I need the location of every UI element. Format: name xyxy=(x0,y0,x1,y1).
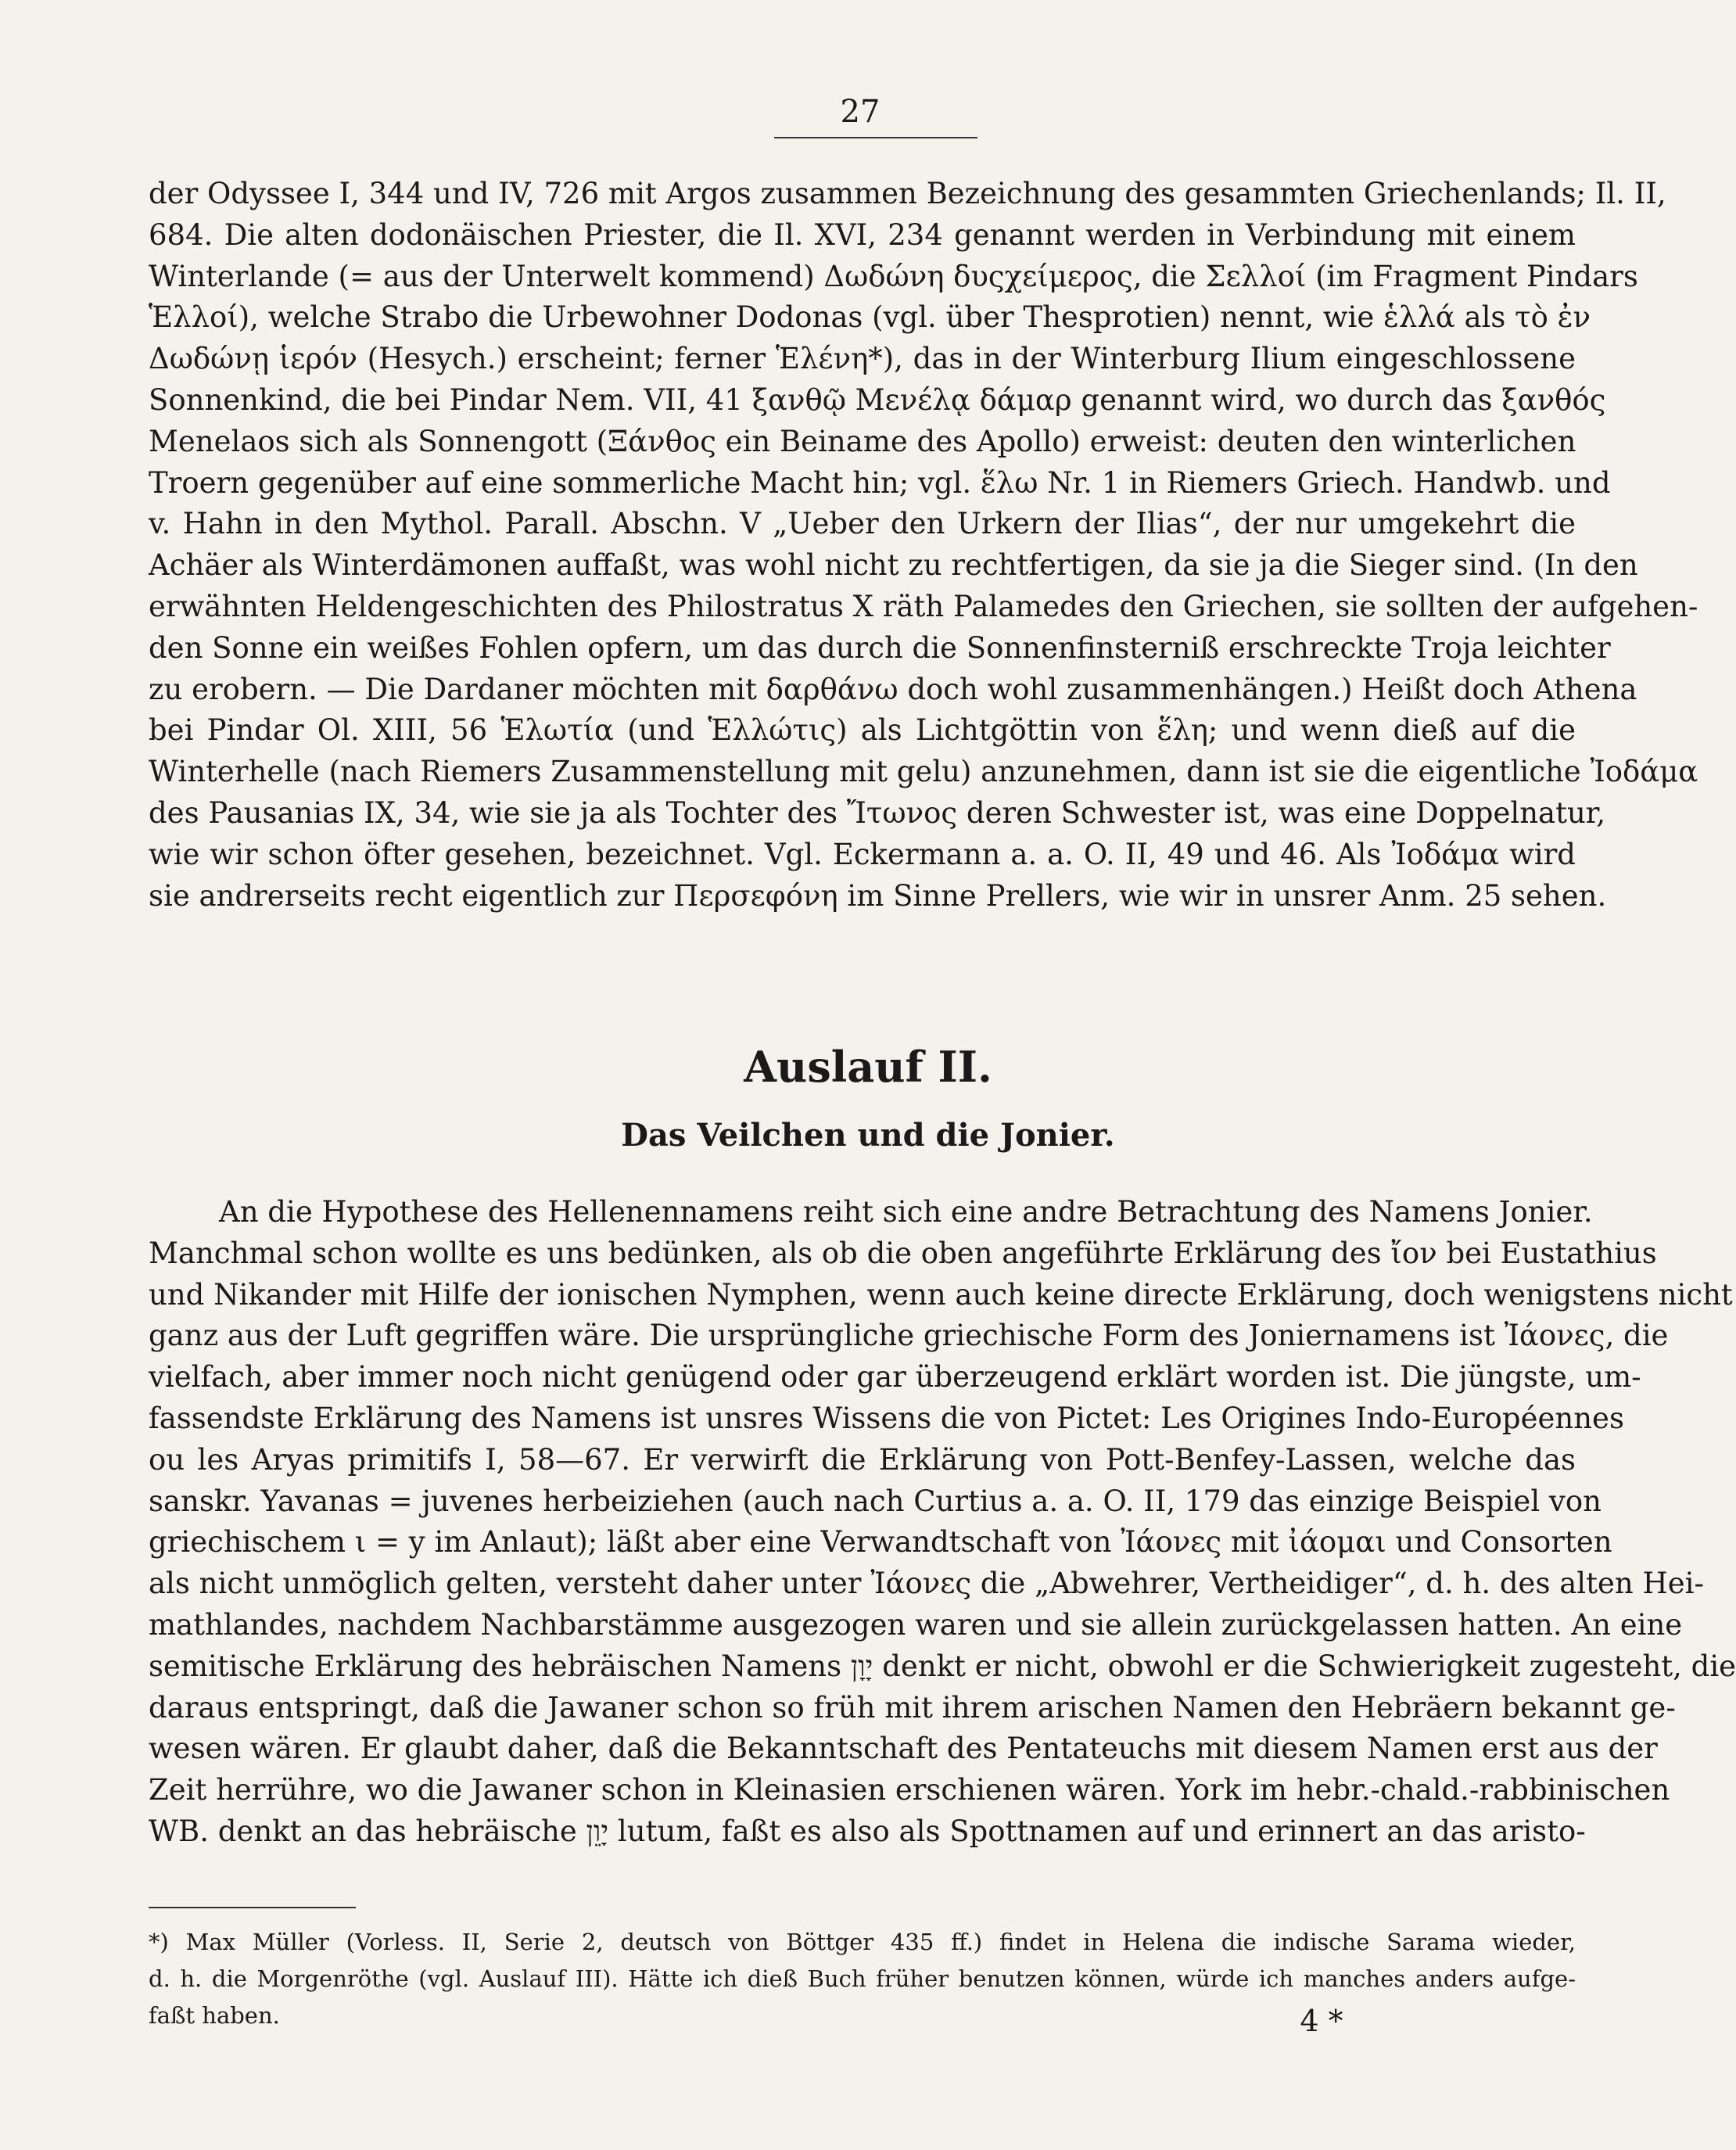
text-line: ganz aus der Luft gegriffen wäre. Die ursprüngliche griechische Form des Joniernamens ist Ἰάονες, die xyxy=(149,1319,1669,1353)
continuation-paragraph xyxy=(149,174,1698,917)
text-line: An die Hypothese des Hellenennamens reiht sich eine andre Betrachtung des Namens Jonier. xyxy=(219,1195,1593,1229)
text-line: erwähnten Heldengeschichten des Philostratus X räth Palamedes den Griechen, sie sollten der aufgehen- xyxy=(149,589,1698,623)
text-line: WB. denkt an das hebräische יָוֵן lutum, faßt es also als Spottnamen auf und erinnert an das aristo- xyxy=(149,1814,1586,1848)
text-line: semitische Erklärung des hebräischen Namens יָוָן denkt er nicht, obwohl er die Schwierigkeit zugesteht, die xyxy=(149,1649,1736,1683)
text-line: ou les Aryas primitifs I, 58—67. Er verwirft die Erklärung von Pott-Benfey-Lassen, welche das xyxy=(149,1442,1576,1477)
text-line: griechischem ι = y im Anlaut); läßt aber eine Verwandtschaft von Ἰάονες mit ἰάομαι und Consorten xyxy=(149,1525,1612,1560)
text-line: Menelaos sich als Sonnengott (Ξάνθος ein Beiname des Apollo) erweist: deuten den winterlichen xyxy=(149,424,1576,458)
text-line: bei Pindar Ol. XIII, 56 Ἑλωτία (und Ἑλλώτις) als Lichtgöttin von ἕλη; und wenn dieß auf die xyxy=(149,713,1576,748)
text-line: sie andrerseits recht eigentlich zur Περσεφόνη im Sinne Prellers, wie wir in unsrer Anm. 25 sehen. xyxy=(149,878,1607,913)
footnote xyxy=(149,1924,1576,2034)
text-line: Achäer als Winterdämonen auffaßt, was wohl nicht zu rechtfertigen, da sie ja die Sieger sind. (In den xyxy=(149,548,1638,583)
text-line: daraus entspringt, daß die Jawaner schon so früh mit ihrem arischen Namen den Hebräern bekannt ge- xyxy=(149,1690,1676,1725)
text-line: den Sonne ein weißes Fohlen opfern, um das durch die Sonnenfinsterniß erschreckte Troja leichter xyxy=(149,630,1611,665)
text-line: Sonnenkind, die bei Pindar Nem. VII, 41 ξανθῷ Μενέλᾳ δάμαρ genannt wird, wo durch das ξανθός xyxy=(149,382,1606,417)
text-line: Δωδώνῃ ἱερόν (Hesych.) erscheint; ferner Ἑλένη*), das in der Winterburg Ilium eingeschlossene xyxy=(149,342,1576,376)
text-line: wesen wären. Er glaubt daher, daß die Bekanntschaft des Pentateuchs mit diesem Namen erst aus der xyxy=(149,1732,1658,1766)
footnote-line: d. h. die Morgenröthe (vgl. Auslauf III). Hätte ich dieß Buch früher benutzen können, würde ich manches anders aufge- xyxy=(149,1965,1576,1992)
text-line: Winterhelle (nach Riemers Zusammenstellung mit gelu) anzunehmen, dann ist sie die eigentliche Ἰοδάμα xyxy=(149,755,1698,789)
text-line: Zeit herrühre, wo die Jawaner schon in Kleinasien erschienen wären. York im hebr.-chald.-rabbinischen xyxy=(149,1773,1670,1807)
text-line: und Nikander mit Hilfe der ionischen Nymphen, wenn auch keine directe Erklärung, doch wenigstens nicht xyxy=(149,1277,1733,1312)
text-line: wie wir schon öfter gesehen, bezeichnet. Vgl. Eckermann a. a. O. II, 49 und 46. Als Ἰοδάμα wird xyxy=(149,837,1576,871)
page-number: 27 xyxy=(840,94,881,130)
text-line: 684. Die alten dodonäischen Priester, die Il. XVI, 234 genannt werden in Verbindung mit einem xyxy=(149,217,1576,252)
text-line: v. Hahn in den Mythol. Parall. Abschn. V „Ueber den Urkern der Ilias“, der nur umgekehrt die xyxy=(149,507,1576,541)
text-line: des Pausanias IX, 34, wie sie ja als Tochter des Ἴτωνος deren Schwester ist, was eine Doppelnatur, xyxy=(149,795,1606,830)
text-line: vielfach, aber immer noch nicht genügend oder gar überzeugend erklärt worden ist. Die jüngste, um- xyxy=(149,1360,1641,1394)
text-line: mathlandes, nachdem Nachbarstämme ausgezogen waren und sie allein zurückgelassen hatten. An eine xyxy=(149,1607,1683,1642)
text-line: zu erobern. — Die Dardaner möchten mit δαρθάνω doch wohl zusammenhängen.) Heißt doch Athena xyxy=(149,672,1637,706)
text-line: Winterlande (= aus der Unterwelt kommend) Δωδώνη δυςχείμερος, die Σελλοί (im Fragment Pindars xyxy=(149,259,1638,293)
section-heading: Auslauf II. xyxy=(744,1042,992,1092)
text-line: fassendste Erklärung des Namens ist unsres Wissens die von Pictet: Les Origines Indo-Européennes xyxy=(149,1401,1624,1435)
header-rule xyxy=(774,137,977,138)
footnote-line: faßt haben. xyxy=(149,2002,280,2029)
text-line: Troern gegenüber auf eine sommerliche Macht hin; vgl. ἕλω Nr. 1 in Riemers Griech. Handwb. und xyxy=(149,465,1611,500)
footnote-line: *) Max Müller (Vorless. II, Serie 2, deutsch von Böttger 435 ff.) findet in Helena die indische Sarama wieder, xyxy=(149,1929,1576,1955)
text-line: als nicht unmöglich gelten, versteht daher unter Ἰάονες die „Abwehrer, Vertheidiger“, d. h. des alten Hei- xyxy=(149,1567,1704,1601)
section-subheading: Das Veilchen und die Jonier. xyxy=(621,1117,1115,1154)
text-line: Ἑλλοί), welche Strabo die Urbewohner Dodonas (vgl. über Thesprotien) nennt, wie ἑλλά als τὸ ἐν xyxy=(149,300,1591,335)
text-line: Manchmal schon wollte es uns bedünken, als ob die oben angeführte Erklärung des ἴον bei Eustathius xyxy=(149,1236,1657,1270)
text-line: der Odyssee I, 344 und IV, 726 mit Argos zusammen Bezeichnung des gesammten Griechenlands; Il. II, xyxy=(149,177,1666,210)
main-paragraph xyxy=(149,1192,1736,1853)
footnote-rule xyxy=(149,1907,356,1908)
text-line: sanskr. Yavanas = juvenes herbeiziehen (auch nach Curtius a. a. O. II, 179 das einzige Beispiel von xyxy=(149,1484,1601,1518)
signature-mark: 4 * xyxy=(1300,2004,1343,2038)
